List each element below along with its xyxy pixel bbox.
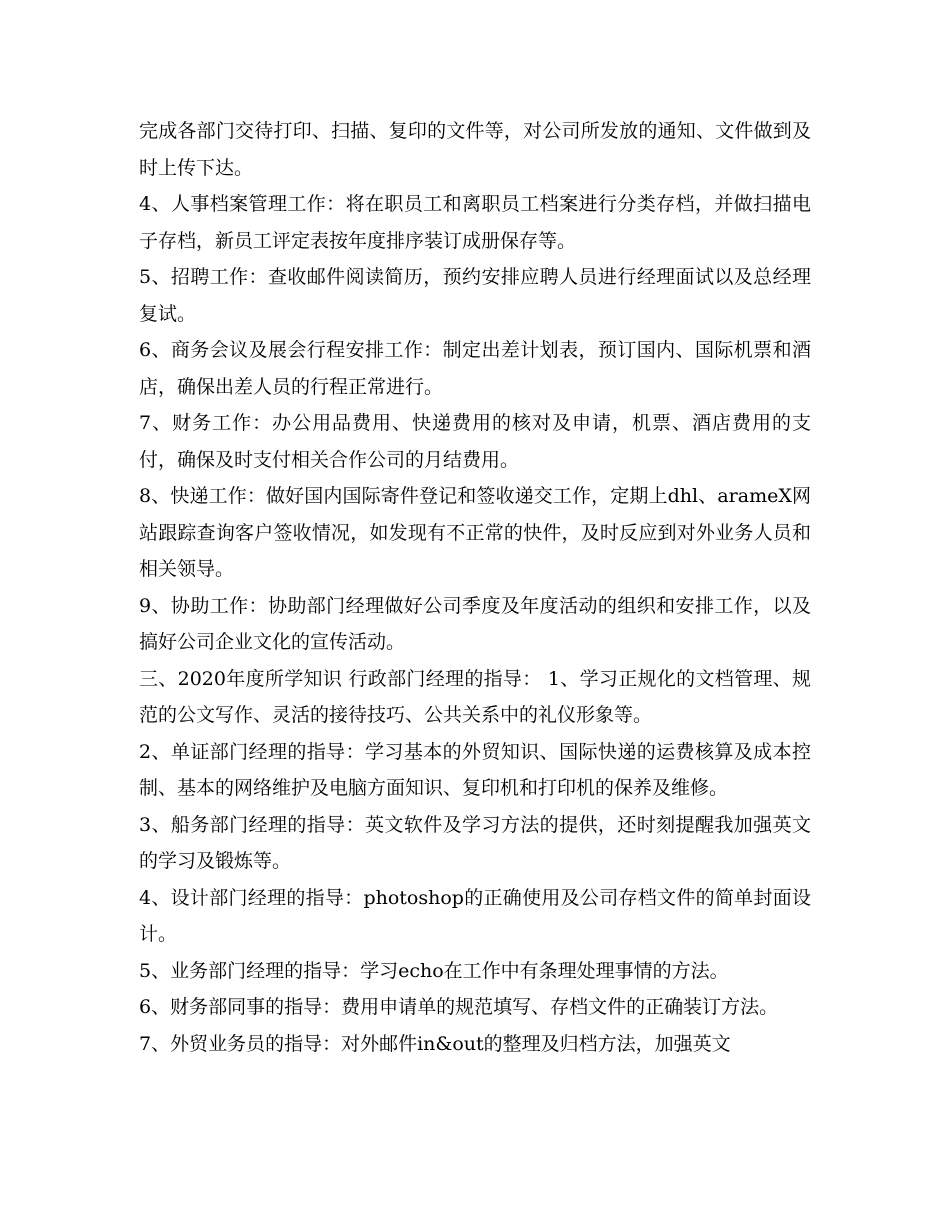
paragraph-knowledge-documents: 2、单证部门经理的指导：学习基本的外贸知识、国际快递的运费核算及成本控制、基本的网络维护及电脑方面知识、复印机和打印机的保养及维修。 <box>139 740 811 799</box>
paragraph-knowledge-trade: 7、外贸业务员的指导：对外邮件in&out的整理及归档方法，加强英文 <box>139 1032 731 1055</box>
paragraph-recruitment: 5、招聘工作：查收邮件阅读简历，预约安排应聘人员进行经理面试以及总经理复试。 <box>139 266 811 325</box>
paragraph-knowledge-admin: 三、2020年度所学知识 行政部门经理的指导： 1、学习正规化的文档管理、规范的公文写作、灵活的接待技巧、公共关系中的礼仪形象等。 <box>139 667 811 726</box>
paragraph-knowledge-design: 4、设计部门经理的指导：photoshop的正确使用及公司存档文件的简单封面设计。 <box>139 886 811 945</box>
paragraph-finance: 7、财务工作：办公用品费用、快递费用的核对及申请，机票、酒店费用的支付，确保及时支付相关合作公司的月结费用。 <box>139 412 811 471</box>
paragraph-courier: 8、快递工作：做好国内国际寄件登记和签收递交工作，定期上dhl、arameX网站跟踪查询客户签收情况，如发现有不正常的快件，及时反应到对外业务人员和相关领导。 <box>139 485 811 580</box>
paragraph-business-travel: 6、商务会议及展会行程安排工作：制定出差计划表，预订国内、国际机票和酒店，确保出差人员的行程正常进行。 <box>139 339 811 398</box>
document-body <box>139 113 811 1062</box>
paragraph-task-continuation: 完成各部门交待打印、扫描、复印的文件等，对公司所发放的通知、文件做到及时上传下达。 <box>139 120 811 179</box>
paragraph-knowledge-business: 5、业务部门经理的指导：学习echo在工作中有条理处理事情的方法。 <box>139 959 729 982</box>
paragraph-knowledge-finance: 6、财务部同事的指导：费用申请单的规范填写、存档文件的正确装订方法。 <box>139 996 779 1018</box>
paragraph-assistance: 9、协助工作：协助部门经理做好公司季度及年度活动的组织和安排工作，以及搞好公司企业文化的宣传活动。 <box>139 594 811 653</box>
paragraph-personnel-files: 4、人事档案管理工作：将在职员工和离职员工档案进行分类存档，并做扫描电子存档，新员工评定表按年度排序装订成册保存等。 <box>139 193 811 252</box>
paragraph-knowledge-shipping: 3、船务部门经理的指导：英文软件及学习方法的提供，还时刻提醒我加强英文的学习及锻炼等。 <box>139 813 811 872</box>
